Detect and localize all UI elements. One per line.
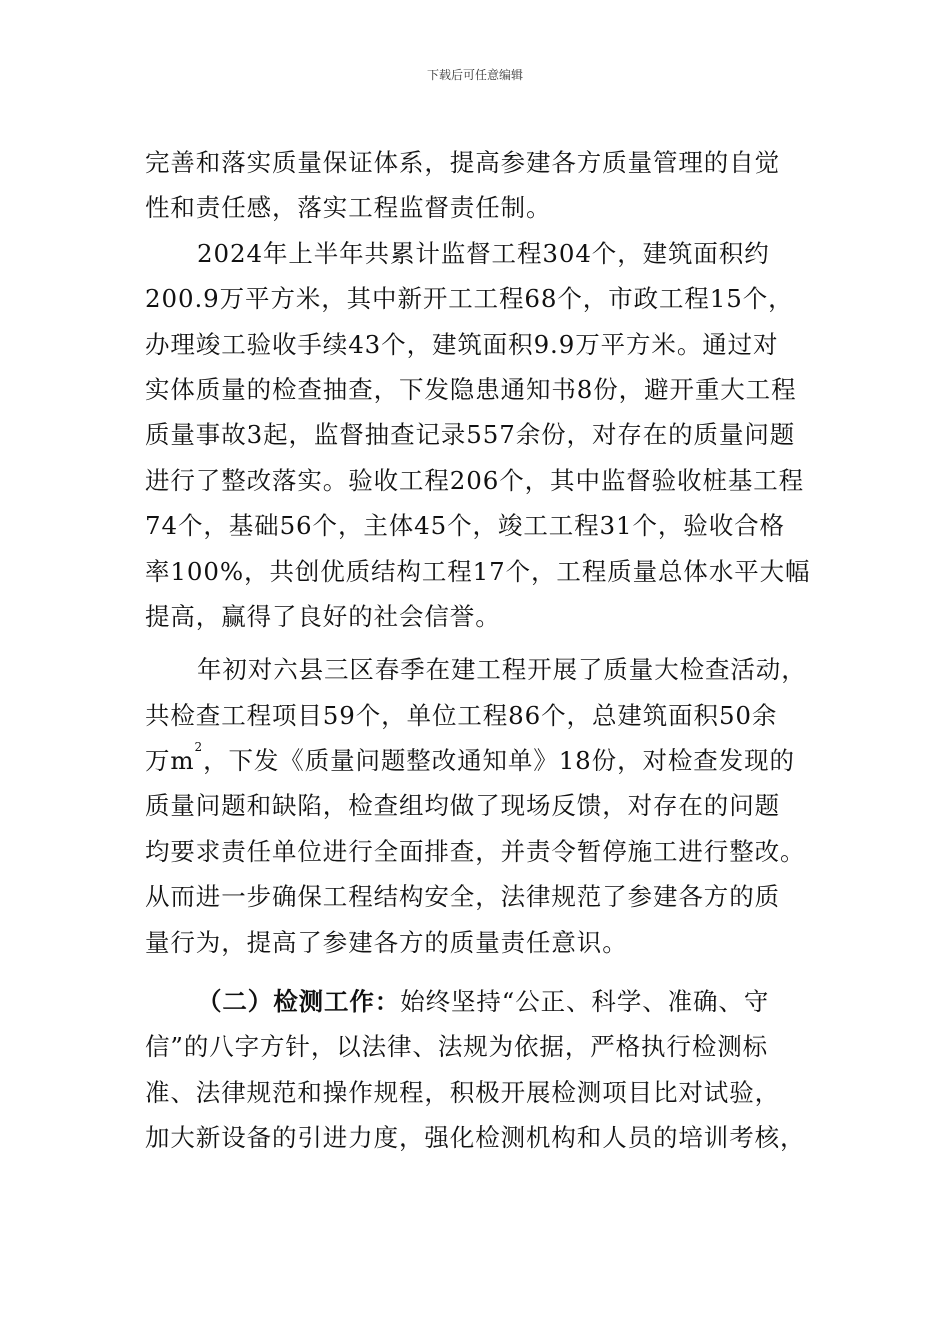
paragraph-4-line: 加大新设备的引进力度，强化检测机构和人员的培训考核，	[145, 1123, 806, 1153]
paragraph-3-line	[145, 738, 810, 783]
paragraph-2-line: 办理竣工验收手续43个，建筑面积9.9万平方米。通过对	[145, 329, 779, 359]
paragraph-2-line: 质量事故3起，监督抽查记录557余份，对存在的质量问题	[145, 420, 796, 450]
superscript-2: 2	[194, 740, 204, 755]
paragraph-2-line: 200.9万平方米，其中新开工工程68个，市政工程15个，	[145, 284, 794, 314]
paragraph-1-line: 完善和落实质量保证体系，提高参建各方质量管理的自觉	[145, 148, 780, 177]
paragraph-3-line: 年初对六县三区春季在建工程开展了质量大检查活动，	[197, 655, 807, 685]
paragraph-3-line: 均要求责任单位进行全面排查，并责令暂停施工进行整改。	[145, 836, 806, 866]
paragraph-4-line: 准、法律规范和操作规程，积极开展检测项目比对试验，	[145, 1077, 780, 1107]
document-body	[145, 140, 810, 1161]
paragraph-2-line: 进行了整改落实。验收工程206个，其中监督验收桩基工程	[145, 465, 805, 495]
paragraph-3-line: 共检查工程项目59个，单位工程86个，总建筑面积50余	[145, 700, 778, 730]
paragraph-4-line: 信”的八字方针，以法律、法规为依据，严格执行检测标	[145, 1032, 769, 1062]
paragraph-4-line	[145, 979, 810, 1024]
paragraph-3-text: ，下发《质量问题整改通知单》18份，对检查发现的	[203, 746, 795, 776]
area-unit: 万m	[145, 746, 195, 776]
section-heading: （二）检测工作：	[197, 987, 401, 1017]
paragraph-2-line: 率100%，共创优质结构工程17个，工程质量总体水平大幅	[145, 556, 811, 586]
paragraph-3-line: 量行为，提高了参建各方的质量责任意识。	[145, 927, 628, 957]
page-header: 下载后可任意编辑	[426, 68, 523, 82]
paragraph-3-line: 质量问题和缺陷，检查组均做了现场反馈，对存在的问题	[145, 791, 780, 821]
paragraph-2-line: 提高，赢得了良好的社会信誉。	[145, 601, 501, 631]
paragraph-2-line: 2024年上半年共累计监督工程304个，建筑面积约	[197, 238, 770, 268]
paragraph-4-text: 始终坚持“公正、科学、准确、守	[400, 987, 770, 1017]
paragraph-1-line: 性和责任感，落实工程监督责任制。	[145, 193, 552, 223]
paragraph-2-line: 74个，基础56个，主体45个，竣工工程31个，验收合格	[145, 511, 785, 541]
paragraph-3-line: 从而进一步确保工程结构安全，法律规范了参建各方的质	[145, 882, 780, 912]
paragraph-2-line: 实体质量的检查抽查，下发隐患通知书8份，避开重大工程	[145, 374, 797, 404]
